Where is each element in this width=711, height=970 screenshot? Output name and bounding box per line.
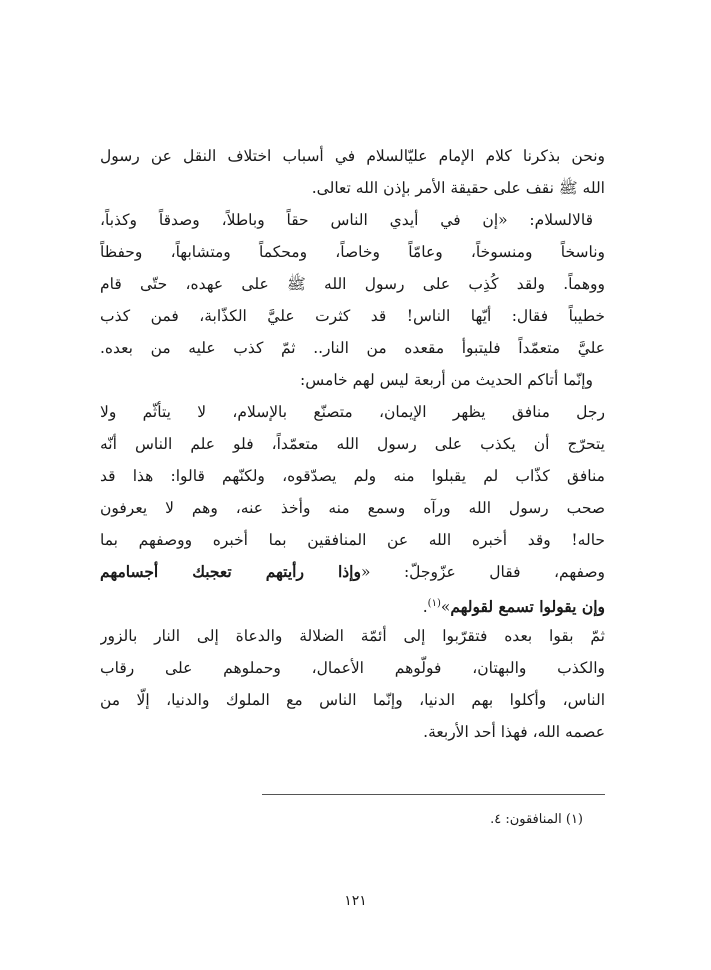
text-line: الناس، وأكلوا بهم الدنيا، وإنّما الناس مع الملوك والدنيا، إلّا من <box>100 691 605 709</box>
text-line: عليَّ متعمّداً فليتبوأ مقعده من النار.. ثمّ كذب عليه من بعده. <box>100 339 605 357</box>
text-line: حاله! وقد أخبره الله عن المنافقين بما أخبره ووصفهم بما <box>100 531 605 549</box>
page-number: ١٢١ <box>344 893 367 909</box>
quran-quote: وإن يقولوا تسمع لقولهم <box>450 597 605 617</box>
text-line: خطيباً فقال: أيّها الناس! قد كثرت عليَّ الكذّابة، فمن كذب <box>100 307 605 325</box>
text-line: قالالسلام: «إن في أيدي الناس حقاً وباطلاً، وصدقاً وكذباً، <box>100 211 593 229</box>
page-body <box>100 140 605 748</box>
period: . <box>422 598 428 617</box>
text-line: وإنّما أتاكم الحديث من أربعة ليس لهم خامس: <box>300 371 593 389</box>
text-line: ثمّ بقوا بعده فتقرّبوا إلى أئمّة الضلالة والدعاة إلى النار بالزور <box>100 627 605 645</box>
text-line: ونحن بذكرنا كلام الإمام عليّالسلام في أسباب اختلاف النقل عن رسول <box>100 147 605 165</box>
text-line: صحب رسول الله ورآه وسمع منه وأخذ عنه، وهم لا يعرفون <box>100 499 605 517</box>
text-line: ووهماً. ولقد كُذِب على رسول الله ﷺ على عهده، حتّى قام <box>100 275 605 293</box>
text-line: يتحرّج أن يكذب على رسول الله متعمّداً، فلو علم الناس أنّه <box>100 435 605 453</box>
text-line: الله ﷺ نقف على حقيقة الأمر بإذن الله تعالى. <box>311 179 605 197</box>
quote-line-2 <box>100 588 605 620</box>
text-line: رجل منافق يظهر الإيمان، متصنّع بالإسلام، لا يتأثّم ولا <box>100 403 605 421</box>
quote-line-1 <box>100 556 605 588</box>
footnote-ref[interactable]: (١) <box>427 598 441 609</box>
footnote: (١) المنافقون: ٤. <box>490 812 583 827</box>
text-line: والكذب والبهتان، فولّوهم الأعمال، وحملوهم على رقاب <box>100 659 605 677</box>
quote-close: » <box>440 598 451 617</box>
text-segment: وصفهم، فقال عزّوجلّ: « <box>360 563 605 581</box>
text-line: عصمه الله، فهذا أحد الأربعة. <box>423 723 605 741</box>
text-line: منافق كذّاب لم يقبلوا منه ولم يصدّقوه، ولكنّهم قالوا: هذا قد <box>100 467 605 485</box>
footnote-divider <box>262 794 605 795</box>
text-line: وناسخاً ومنسوخاً، وعامّاً وخاصاً، ومحكماً ومتشابهاً، وحفظاً <box>100 243 605 261</box>
quran-quote: وإذا رأيتهم تعجبك أجسامهم <box>100 562 361 581</box>
